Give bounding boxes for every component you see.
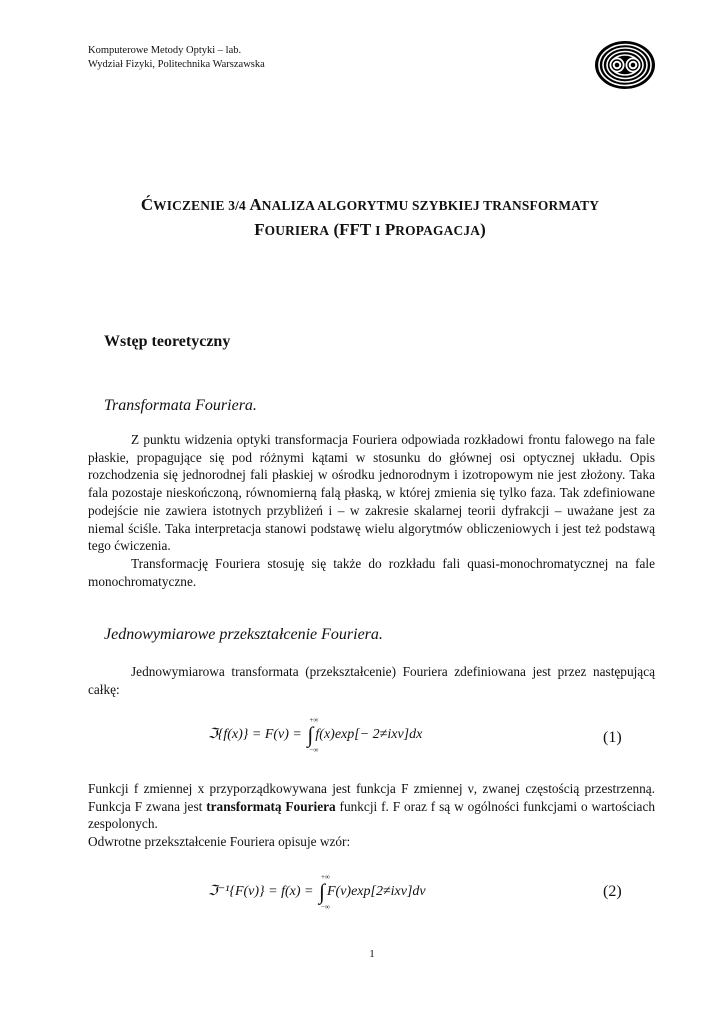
header-faculty: Wydział Fizyki, Politechnika Warszawska	[88, 59, 265, 70]
formula-1	[208, 716, 423, 754]
equation-number-1: (1)	[603, 729, 622, 746]
formula-2-integrand: F(ν)exp[2≠ixν]dν	[327, 884, 426, 899]
paragraph-1d-intro	[88, 663, 655, 698]
explanation-text: Funkcji f zmiennej x przyporządkowywana jest funkcja F zmiennej ν, zwanej częstością przestrzenną. Funkcja F zwana jest transformatą Fouriera funkcji f. F oraz f są w ogólności funkcjami o wartościach zespolonych.	[88, 781, 655, 832]
section-heading-fourier-transform: Transformata Fouriera.	[104, 397, 257, 414]
formula-2-upper-limit: +∞	[320, 873, 330, 881]
formula-1-lower-limit: −∞	[309, 746, 319, 754]
formula-1-upper-limit: +∞	[309, 716, 319, 724]
paragraph-1: Z punktu widzenia optyki transformacja Fouriera odpowiada rozkładowi frontu falowego na fale płaskie, propagujące się pod różnymi kątami w stosunku do głównej osi optycznej układu. Opis rozchodzenia się jednorodnej fali płaskiej w ośrodku jednorodnym i izotropowym nie jest złożony. Taka fala pozostaje nieskończoną, równomierną falą płaską, w której zmienia się tylko faza. Tak zdefiniowane podejście nie zawiera istotnych przybliżeń i – w zakresie skalarnej teorii dyfrakcji – uważane jest za niemal ściśle. Taka interpretacja stanowi podstawę wielu algorytmów obliczeniowych i jest też podstawą tego ćwiczenia.	[88, 432, 655, 554]
integral-sign: ∫ +∞ −∞	[307, 716, 319, 754]
paragraph-fourier-optics	[88, 431, 655, 590]
document-title-line1: ĆWICZENIE 3/4 ANALIZA ALGORYTMU SZYBKIEJ TRANSFORMATY	[140, 195, 600, 214]
header-course: Komputerowe Metody Optyki – lab.	[88, 45, 242, 56]
formula-2	[208, 873, 426, 911]
paragraph-2: Transformację Fouriera stosuję się także do rozkładu fali quasi-monochromatycznej na fale monochromatyczne.	[88, 555, 655, 589]
inverse-intro-text: Odwrotne przekształcenie Fouriera opisuje wzór:	[88, 834, 351, 850]
document-title-line2: FOURIERA (FFT I PROPAGACJA)	[254, 220, 486, 239]
concentric-rings-logo-icon	[594, 40, 656, 90]
equation-number-2: (2)	[603, 883, 622, 900]
intro-text: Jednowymiarowa transformata (przekształcenie) Fouriera zdefiniowana jest przez następującą całkę:	[88, 664, 655, 697]
section-heading-1d-fourier: Jednowymiarowe przekształcenie Fouriera.	[104, 626, 383, 643]
section-heading-introduction: Wstęp teoretyczny	[104, 333, 231, 350]
formula-1-lhs: ℑ{f(x)} = F(ν) =	[208, 727, 306, 742]
formula-2-lower-limit: −∞	[320, 903, 330, 911]
integral-sign: ∫ +∞ −∞	[318, 873, 330, 911]
formula-1-integrand: f(x)exp[− 2≠ixν]dx	[315, 727, 423, 742]
page-number: 1	[369, 948, 375, 960]
formula-2-lhs: ℑ⁻¹{F(ν)} = f(x) =	[208, 884, 317, 899]
paragraph-explanation	[88, 780, 655, 851]
